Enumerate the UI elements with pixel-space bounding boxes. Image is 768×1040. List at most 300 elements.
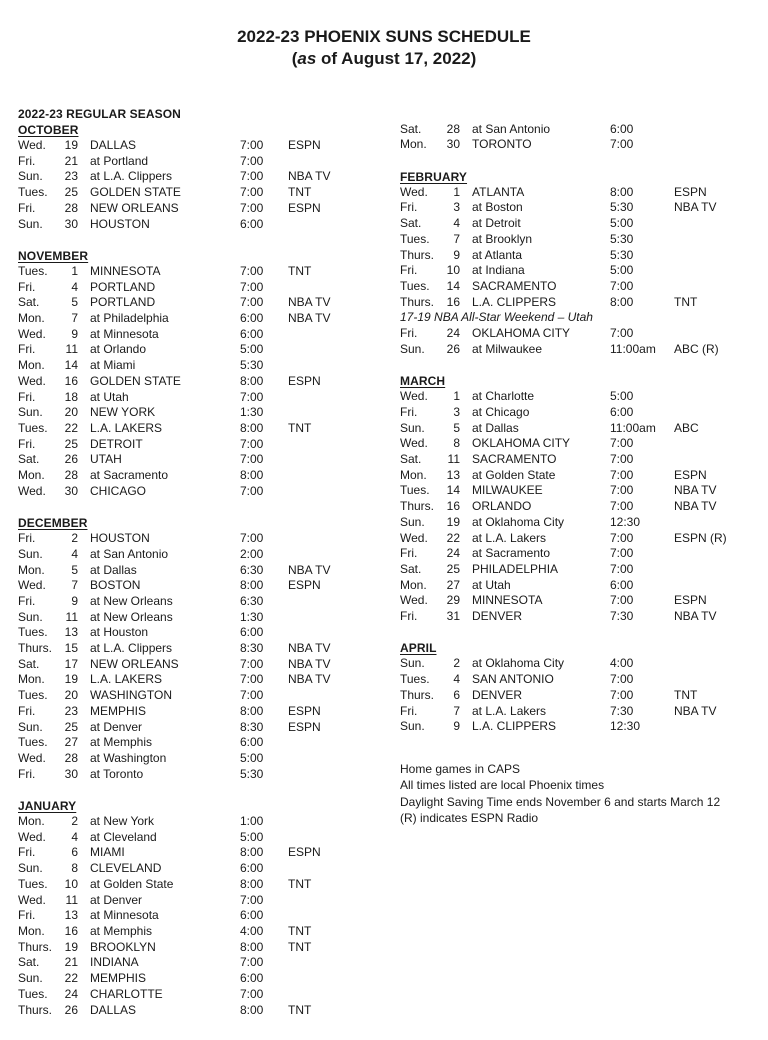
game-date: 3 bbox=[453, 404, 460, 419]
game-time: 8:00 bbox=[240, 420, 264, 435]
game-time: 7:00 bbox=[240, 263, 264, 278]
game-opponent: DENVER bbox=[472, 609, 523, 624]
game-row bbox=[18, 657, 400, 673]
game-row bbox=[400, 688, 740, 704]
game-day: Fri. bbox=[400, 546, 418, 561]
game-day: Sun. bbox=[400, 719, 425, 734]
game-date: 5 bbox=[71, 295, 78, 310]
game-opponent: L.A. CLIPPERS bbox=[472, 294, 557, 309]
game-opponent: at San Antonio bbox=[472, 121, 551, 136]
game-day: Mon. bbox=[18, 358, 45, 373]
game-day: Mon. bbox=[400, 137, 427, 152]
game-date: 25 bbox=[446, 561, 460, 576]
game-tv-network: NBA TV bbox=[288, 295, 331, 310]
game-date: 4 bbox=[71, 829, 78, 844]
game-day: Mon. bbox=[18, 672, 45, 687]
game-day: Sat. bbox=[400, 561, 422, 576]
game-tv-network bbox=[288, 342, 400, 358]
game-day: Mon. bbox=[18, 924, 45, 938]
game-row bbox=[18, 735, 400, 751]
game-time: 7:00 bbox=[240, 531, 264, 546]
game-tv-network: ESPN bbox=[674, 184, 707, 199]
game-date: 25 bbox=[64, 185, 78, 200]
game-date: 1 bbox=[453, 184, 460, 199]
game-tv-network: ESPN bbox=[288, 703, 321, 718]
game-date: 2 bbox=[453, 656, 460, 671]
month-header: MARCH bbox=[400, 374, 446, 389]
game-row bbox=[18, 767, 400, 783]
game-day: Mon. bbox=[18, 311, 45, 326]
game-time: 1:30 bbox=[240, 405, 264, 420]
game-row bbox=[18, 201, 400, 217]
game-opponent: UTAH bbox=[90, 452, 122, 467]
game-date: 6 bbox=[71, 845, 78, 860]
game-row bbox=[400, 468, 740, 484]
game-date: 8 bbox=[71, 861, 78, 876]
game-day: Fri. bbox=[400, 703, 418, 718]
game-row bbox=[18, 531, 400, 547]
game-tv-network bbox=[288, 217, 400, 233]
game-row bbox=[400, 436, 740, 452]
game-opponent: at Golden State bbox=[90, 876, 174, 891]
game-time: 7:00 bbox=[240, 483, 264, 498]
game-tv-network: TNT bbox=[288, 263, 312, 278]
game-time: 7:00 bbox=[240, 656, 264, 671]
game-opponent: L.A. LAKERS bbox=[90, 672, 163, 687]
game-date: 17 bbox=[64, 656, 78, 671]
game-opponent: at Utah bbox=[90, 389, 129, 404]
game-tv-network: ESPN bbox=[288, 719, 321, 734]
game-time: 12:30 bbox=[610, 719, 641, 734]
game-opponent: at Denver bbox=[90, 719, 143, 734]
game-tv-network: ABC (R) bbox=[674, 341, 719, 356]
month-section bbox=[18, 122, 400, 232]
game-tv-network bbox=[674, 122, 740, 138]
game-day: Fri. bbox=[18, 436, 36, 451]
game-opponent: at Oklahoma City bbox=[472, 514, 565, 529]
footer-note: Daylight Saving Time ends November 6 and starts March 12 bbox=[400, 794, 721, 809]
game-time: 7:00 bbox=[610, 436, 634, 451]
month-section bbox=[18, 515, 400, 782]
game-time: 6:00 bbox=[610, 121, 634, 136]
game-row bbox=[18, 704, 400, 720]
game-time: 7:00 bbox=[240, 153, 264, 168]
game-opponent: DALLAS bbox=[90, 1002, 137, 1017]
game-date: 11 bbox=[65, 609, 78, 624]
game-date: 9 bbox=[71, 593, 78, 608]
game-date: 27 bbox=[64, 735, 78, 750]
game-tv-network bbox=[674, 248, 740, 264]
game-opponent: at Indiana bbox=[472, 263, 525, 278]
month-section bbox=[400, 169, 740, 358]
game-day: Tues. bbox=[400, 279, 430, 293]
game-row bbox=[400, 342, 740, 358]
game-opponent: OKLAHOMA CITY bbox=[472, 436, 571, 451]
game-row bbox=[18, 280, 400, 296]
game-row bbox=[18, 374, 400, 390]
game-opponent: NEW ORLEANS bbox=[90, 200, 179, 215]
game-opponent: at Toronto bbox=[90, 766, 144, 781]
game-tv-network bbox=[288, 830, 400, 846]
game-row bbox=[400, 248, 740, 264]
game-time: 7:00 bbox=[610, 593, 634, 608]
game-date: 7 bbox=[453, 703, 460, 718]
game-tv-network: ESPN bbox=[674, 593, 707, 608]
game-day: Sun. bbox=[18, 405, 43, 420]
game-date: 21 bbox=[64, 955, 78, 970]
game-opponent: at L.A. Lakers bbox=[472, 703, 547, 718]
game-tv-network bbox=[288, 437, 400, 453]
game-day: Tues. bbox=[400, 672, 430, 687]
game-row bbox=[18, 688, 400, 704]
game-tv-network: NBA TV bbox=[288, 672, 331, 687]
game-tv-network bbox=[674, 452, 740, 468]
game-date: 13 bbox=[64, 908, 78, 923]
game-day: Sun. bbox=[18, 169, 43, 184]
game-row bbox=[400, 405, 740, 421]
game-time: 7:00 bbox=[240, 279, 264, 294]
game-date: 22 bbox=[64, 420, 78, 435]
game-opponent: at Cleveland bbox=[90, 829, 157, 844]
game-day: Sun. bbox=[18, 861, 43, 876]
game-day: Mon. bbox=[400, 467, 427, 482]
game-date: 4 bbox=[71, 546, 78, 561]
game-row bbox=[18, 437, 400, 453]
game-date: 13 bbox=[64, 625, 78, 640]
game-time: 7:00 bbox=[610, 467, 634, 482]
game-day: Tues. bbox=[18, 420, 48, 435]
game-date: 2 bbox=[71, 814, 78, 829]
game-row bbox=[18, 751, 400, 767]
game-date: 31 bbox=[446, 609, 460, 624]
season-label: 2022-23 REGULAR SEASON bbox=[18, 107, 181, 121]
game-day: Fri. bbox=[18, 766, 36, 781]
game-row bbox=[400, 578, 740, 594]
game-tv-network: NBA TV bbox=[288, 641, 331, 656]
game-time: 7:00 bbox=[610, 452, 634, 467]
game-time: 5:00 bbox=[610, 389, 634, 404]
game-tv-network bbox=[674, 389, 740, 405]
game-tv-network bbox=[674, 326, 740, 342]
game-tv-network bbox=[674, 672, 740, 688]
game-time: 5:30 bbox=[240, 766, 264, 781]
game-time: 5:00 bbox=[240, 750, 264, 765]
game-date: 11 bbox=[447, 452, 460, 467]
game-row bbox=[400, 499, 740, 515]
game-time: 8:30 bbox=[240, 641, 264, 656]
game-date: 19 bbox=[64, 672, 78, 687]
game-opponent: at Portland bbox=[90, 153, 149, 168]
game-tv-network bbox=[288, 484, 400, 500]
month-header: OCTOBER bbox=[18, 123, 79, 137]
game-tv-network bbox=[288, 390, 400, 406]
game-opponent: BOSTON bbox=[90, 578, 141, 593]
game-day: Tues. bbox=[18, 735, 48, 750]
game-tv-network bbox=[674, 137, 740, 153]
game-day: Fri. bbox=[18, 200, 36, 215]
month-section bbox=[400, 122, 740, 153]
game-row bbox=[400, 216, 740, 232]
game-row bbox=[18, 295, 400, 311]
game-tv-network bbox=[288, 751, 400, 767]
game-row bbox=[400, 704, 740, 720]
game-day: Wed. bbox=[400, 389, 428, 404]
game-row bbox=[18, 452, 400, 468]
game-date: 14 bbox=[64, 358, 78, 373]
game-day: Tues. bbox=[400, 483, 430, 498]
game-day: Sun. bbox=[18, 971, 43, 986]
game-row bbox=[18, 861, 400, 877]
game-time: 7:00 bbox=[240, 169, 264, 184]
game-row bbox=[400, 122, 740, 138]
game-opponent: SACRAMENTO bbox=[472, 279, 557, 293]
game-opponent: at Oklahoma City bbox=[472, 656, 565, 671]
game-opponent: at Golden State bbox=[472, 467, 556, 482]
game-row bbox=[18, 342, 400, 358]
game-row bbox=[400, 562, 740, 578]
game-row bbox=[18, 971, 400, 987]
game-tv-network: ESPN bbox=[288, 138, 321, 152]
game-row bbox=[18, 547, 400, 563]
game-time: 4:00 bbox=[610, 656, 634, 671]
game-row bbox=[400, 515, 740, 531]
game-tv-network: NBA TV bbox=[288, 169, 331, 184]
game-date: 26 bbox=[64, 1002, 78, 1017]
month-section bbox=[400, 373, 740, 625]
game-time: 8:00 bbox=[240, 1002, 264, 1017]
game-day: Sat. bbox=[18, 295, 40, 310]
month-header: NOVEMBER bbox=[18, 248, 89, 263]
game-tv-network bbox=[288, 452, 400, 468]
game-opponent: at Philadelphia bbox=[90, 311, 169, 326]
game-row bbox=[400, 295, 740, 311]
left-column bbox=[18, 106, 400, 1018]
game-day: Thurs. bbox=[400, 499, 435, 514]
game-time: 7:00 bbox=[240, 892, 264, 907]
game-date: 3 bbox=[453, 200, 460, 215]
game-opponent: at Miami bbox=[90, 358, 136, 373]
game-tv-network: NBA TV bbox=[288, 656, 331, 671]
game-opponent: L.A. LAKERS bbox=[90, 420, 163, 435]
game-opponent: TORONTO bbox=[472, 137, 532, 152]
game-row bbox=[18, 578, 400, 594]
game-date: 25 bbox=[64, 436, 78, 451]
game-time: 7:00 bbox=[610, 546, 634, 561]
game-opponent: MEMPHIS bbox=[90, 703, 147, 718]
game-row bbox=[18, 563, 400, 579]
game-opponent: at L.A. Clippers bbox=[90, 641, 173, 656]
game-tv-network bbox=[288, 154, 400, 170]
game-opponent: BROOKLYN bbox=[90, 939, 156, 954]
game-tv-network bbox=[674, 515, 740, 531]
game-day: Tues. bbox=[18, 625, 48, 640]
game-time: 7:00 bbox=[240, 955, 264, 970]
game-date: 10 bbox=[446, 263, 460, 278]
game-row bbox=[400, 531, 740, 547]
game-date: 30 bbox=[446, 137, 460, 152]
game-date: 27 bbox=[446, 577, 460, 592]
game-time: 7:00 bbox=[610, 561, 634, 576]
game-tv-network: TNT bbox=[288, 1002, 312, 1017]
game-date: 24 bbox=[446, 326, 460, 341]
game-date: 9 bbox=[453, 247, 460, 262]
game-day: Thurs. bbox=[18, 1002, 53, 1017]
game-day: Tues. bbox=[18, 185, 48, 200]
game-tv-network: TNT bbox=[674, 294, 698, 309]
game-date: 1 bbox=[71, 263, 78, 278]
game-time: 5:00 bbox=[240, 829, 264, 844]
game-tv-network bbox=[288, 735, 400, 751]
game-date: 14 bbox=[446, 279, 460, 293]
game-row bbox=[18, 720, 400, 736]
game-date: 30 bbox=[64, 216, 78, 231]
game-time: 8:00 bbox=[610, 294, 634, 309]
game-day: Fri. bbox=[18, 389, 36, 404]
game-row bbox=[18, 893, 400, 909]
game-opponent: at L.A. Clippers bbox=[90, 169, 173, 184]
game-date: 21 bbox=[64, 153, 78, 168]
game-time: 6:30 bbox=[240, 562, 264, 577]
game-date: 5 bbox=[71, 562, 78, 577]
game-date: 5 bbox=[453, 420, 460, 435]
game-date: 13 bbox=[446, 467, 460, 482]
game-tv-network: NBA TV bbox=[288, 311, 331, 326]
game-day: Tues. bbox=[18, 986, 48, 1001]
game-day: Sun. bbox=[400, 656, 425, 671]
game-tv-network: NBA TV bbox=[674, 703, 717, 718]
game-day: Fri. bbox=[18, 153, 36, 168]
footer-note: (R) indicates ESPN Radio bbox=[400, 810, 539, 825]
game-date: 24 bbox=[64, 986, 78, 1001]
game-opponent: at Boston bbox=[472, 200, 523, 215]
game-day: Mon. bbox=[18, 562, 45, 577]
game-tv-network: NBA TV bbox=[674, 200, 717, 215]
game-tv-network: ESPN bbox=[288, 200, 321, 215]
game-tv-network: TNT bbox=[288, 924, 312, 938]
game-time: 7:00 bbox=[240, 185, 264, 200]
game-opponent: WASHINGTON bbox=[90, 688, 173, 703]
game-tv-network bbox=[288, 893, 400, 909]
game-date: 7 bbox=[71, 578, 78, 593]
game-date: 26 bbox=[446, 341, 460, 356]
game-day: Sun. bbox=[400, 420, 425, 435]
game-date: 22 bbox=[64, 971, 78, 986]
game-day: Fri. bbox=[18, 845, 36, 860]
game-tv-network bbox=[674, 216, 740, 232]
game-date: 4 bbox=[71, 279, 78, 294]
game-day: Tues. bbox=[18, 688, 48, 703]
game-opponent: at New Orleans bbox=[90, 593, 173, 608]
game-day: Fri. bbox=[18, 908, 36, 923]
game-tv-network bbox=[674, 263, 740, 279]
month-section bbox=[400, 640, 740, 735]
game-row bbox=[18, 987, 400, 1003]
game-date: 28 bbox=[64, 200, 78, 215]
game-opponent: at Sacramento bbox=[90, 468, 169, 483]
game-time: 6:00 bbox=[240, 625, 264, 640]
game-time: 12:30 bbox=[610, 514, 641, 529]
game-time: 6:00 bbox=[610, 404, 634, 419]
game-time: 5:30 bbox=[240, 358, 264, 373]
game-day: Fri. bbox=[18, 703, 36, 718]
month-header: APRIL bbox=[400, 641, 437, 656]
game-time: 8:00 bbox=[240, 939, 264, 954]
game-opponent: HOUSTON bbox=[90, 216, 150, 231]
game-day: Wed. bbox=[400, 530, 428, 545]
game-tv-network bbox=[674, 578, 740, 594]
game-row bbox=[18, 594, 400, 610]
game-day: Wed. bbox=[18, 326, 46, 341]
game-date: 10 bbox=[64, 876, 78, 891]
game-row bbox=[18, 641, 400, 657]
game-opponent: at Denver bbox=[90, 892, 143, 907]
game-tv-network: TNT bbox=[288, 185, 312, 200]
game-time: 5:30 bbox=[610, 231, 634, 246]
game-tv-network bbox=[288, 861, 400, 877]
game-date: 11 bbox=[65, 342, 78, 357]
game-tv-network bbox=[288, 531, 400, 547]
game-day: Sat. bbox=[18, 452, 40, 467]
game-tv-network bbox=[288, 908, 400, 924]
game-tv-network: ESPN bbox=[674, 467, 707, 482]
game-time: 6:00 bbox=[240, 861, 264, 876]
game-row bbox=[400, 232, 740, 248]
game-time: 6:00 bbox=[240, 908, 264, 923]
game-date: 16 bbox=[446, 499, 460, 514]
game-time: 7:30 bbox=[610, 609, 634, 624]
game-row bbox=[18, 217, 400, 233]
game-time: 1:30 bbox=[240, 609, 264, 624]
game-opponent: ATLANTA bbox=[472, 184, 525, 199]
game-time: 7:00 bbox=[610, 499, 634, 514]
game-day: Wed. bbox=[400, 593, 428, 608]
game-opponent: at Memphis bbox=[90, 735, 153, 750]
game-time: 7:00 bbox=[240, 986, 264, 1001]
month-header: JANUARY bbox=[18, 799, 77, 814]
game-tv-network: ABC bbox=[674, 420, 699, 435]
game-day: Mon. bbox=[400, 577, 427, 592]
game-day: Wed. bbox=[18, 750, 46, 765]
game-tv-network bbox=[288, 610, 400, 626]
game-day: Tues. bbox=[18, 263, 48, 278]
game-row bbox=[18, 672, 400, 688]
game-time: 5:30 bbox=[610, 200, 634, 215]
game-day: Sat. bbox=[18, 656, 40, 671]
game-opponent: PORTLAND bbox=[90, 279, 156, 294]
game-row bbox=[18, 264, 400, 280]
game-date: 11 bbox=[65, 892, 78, 907]
game-tv-network bbox=[288, 468, 400, 484]
game-time: 7:00 bbox=[610, 672, 634, 687]
game-opponent: at L.A. Lakers bbox=[472, 530, 547, 545]
game-day: Tues. bbox=[18, 876, 48, 891]
game-opponent: SACRAMENTO bbox=[472, 452, 557, 467]
game-date: 7 bbox=[453, 231, 460, 246]
month-header: FEBRUARY bbox=[400, 169, 468, 184]
game-date: 20 bbox=[64, 688, 78, 703]
footer-note: Home games in CAPS bbox=[400, 761, 521, 776]
game-row bbox=[400, 326, 740, 342]
game-time: 6:00 bbox=[610, 577, 634, 592]
game-tv-network bbox=[674, 562, 740, 578]
game-date: 26 bbox=[64, 452, 78, 467]
game-opponent: MILWAUKEE bbox=[472, 483, 543, 498]
game-opponent: DENVER bbox=[472, 687, 523, 702]
game-opponent: HOUSTON bbox=[90, 531, 150, 546]
game-tv-network bbox=[288, 405, 400, 421]
game-row bbox=[400, 389, 740, 405]
game-date: 18 bbox=[64, 389, 78, 404]
